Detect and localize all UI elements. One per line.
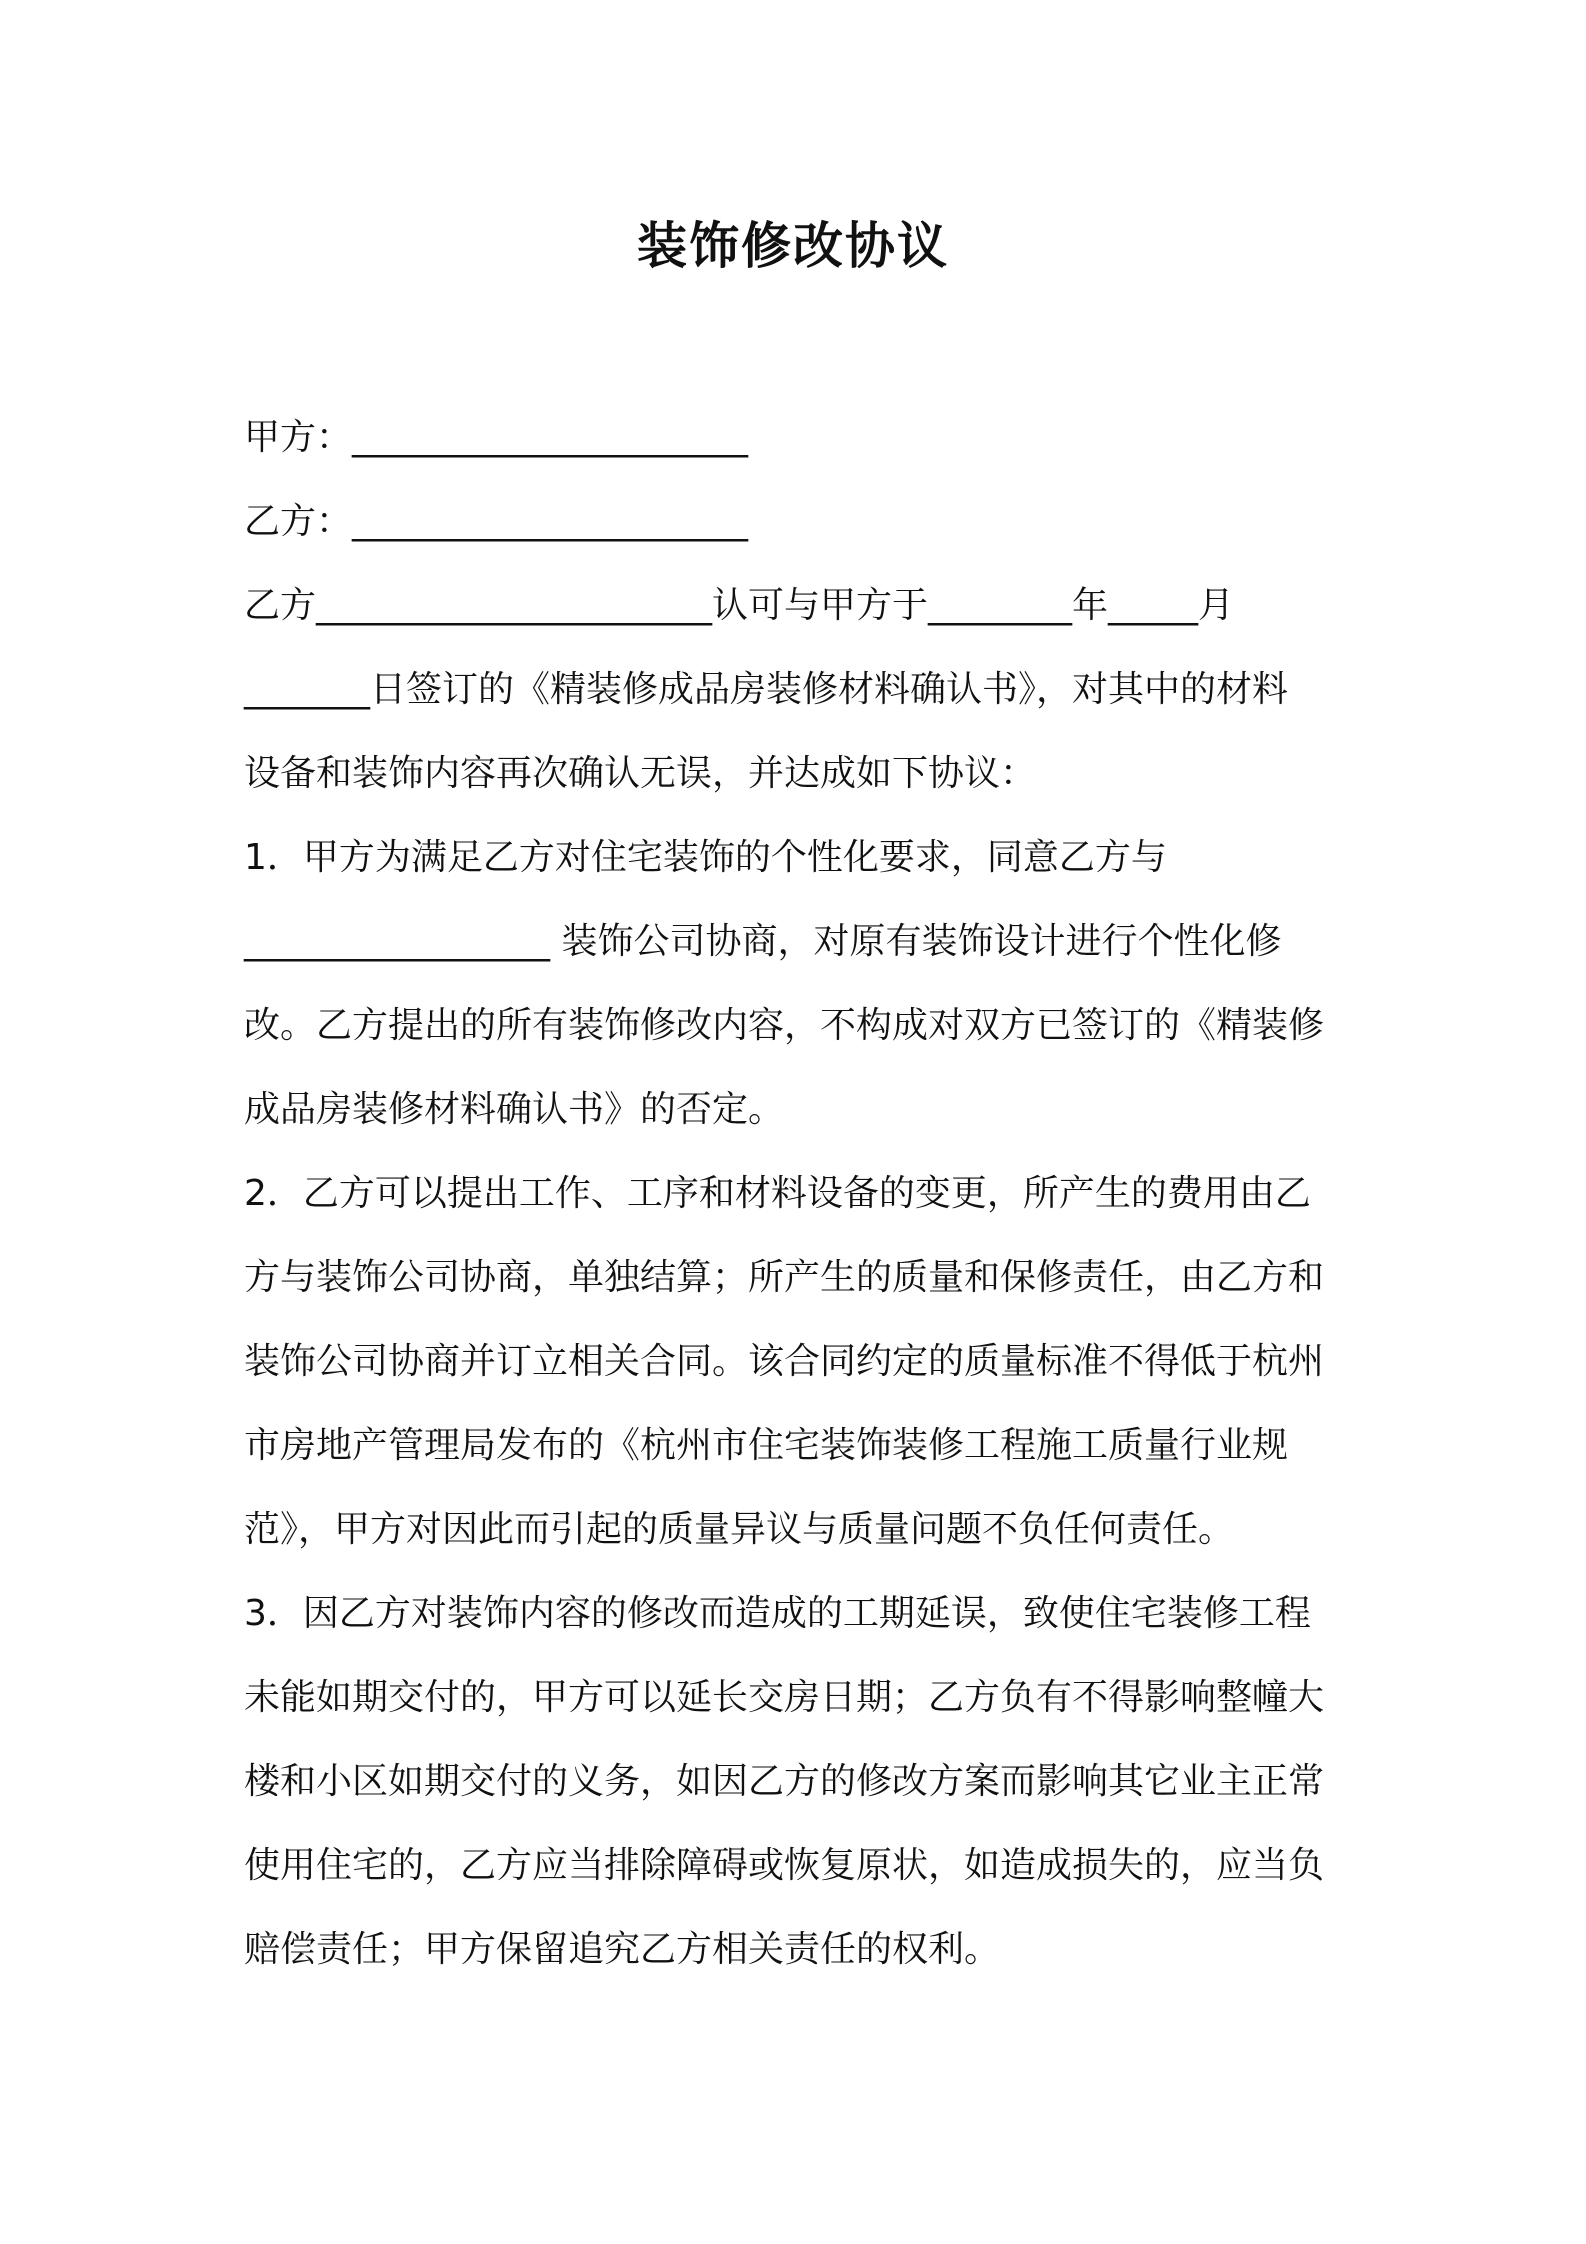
clause-3-line-5: 赔偿责任；甲方保留追究乙方相关责任的权利。 — [244, 1929, 1001, 1970]
clause-2-line-3: 装饰公司协商并订立相关合同。该合同约定的质量标准不得低于杭州 — [244, 1341, 1325, 1382]
intro-line-1: 乙方______________________认可与甲方于________年_____月 — [244, 585, 1235, 626]
clause-3-line-1: 3．因乙方对装饰内容的修改而造成的工期延误，致使住宅装修工程 — [244, 1593, 1311, 1634]
clause-1-line-2: _________________ 装饰公司协商，对原有装饰设计进行个性化修 — [244, 921, 1282, 962]
party-a-line: 甲方：______________________ — [244, 417, 749, 458]
document-title: 装饰修改协议 — [637, 217, 949, 275]
clause-3-line-2: 未能如期交付的，甲方可以延长交房日期；乙方负有不得影响整幢大 — [244, 1677, 1325, 1718]
intro-line-2: _______日签订的《精装修成品房装修材料确认书》，对其中的材料 — [244, 669, 1289, 710]
clause-1-line-4: 成品房装修材料确认书》的否定。 — [244, 1089, 785, 1130]
clause-2-line-4: 市房地产管理局发布的《杭州市住宅装饰装修工程施工质量行业规 — [244, 1425, 1289, 1466]
intro-line-3: 设备和装饰内容再次确认无误，并达成如下协议： — [244, 753, 1037, 794]
clause-2-line-1: 2．乙方可以提出工作、工序和材料设备的变更，所产生的费用由乙 — [244, 1173, 1311, 1214]
document-body — [244, 396, 1364, 1992]
clause-1-line-1: 1．甲方为满足乙方对住宅装饰的个性化要求，同意乙方与 — [244, 837, 1167, 878]
party-b-line: 乙方：______________________ — [244, 501, 749, 542]
clause-2-line-5: 范》，甲方对因此而引起的质量异议与质量问题不负任何责任。 — [244, 1509, 1235, 1550]
clause-3-line-3: 楼和小区如期交付的义务，如因乙方的修改方案而影响其它业主正常 — [244, 1761, 1325, 1802]
clause-1-line-3: 改。乙方提出的所有装饰修改内容，不构成对双方已签订的《精装修 — [244, 1005, 1325, 1046]
clause-2-line-2: 方与装饰公司协商，单独结算；所产生的质量和保修责任，由乙方和 — [244, 1257, 1325, 1298]
clause-3-line-4: 使用住宅的，乙方应当排除障碍或恢复原状，如造成损失的，应当负 — [244, 1845, 1325, 1886]
